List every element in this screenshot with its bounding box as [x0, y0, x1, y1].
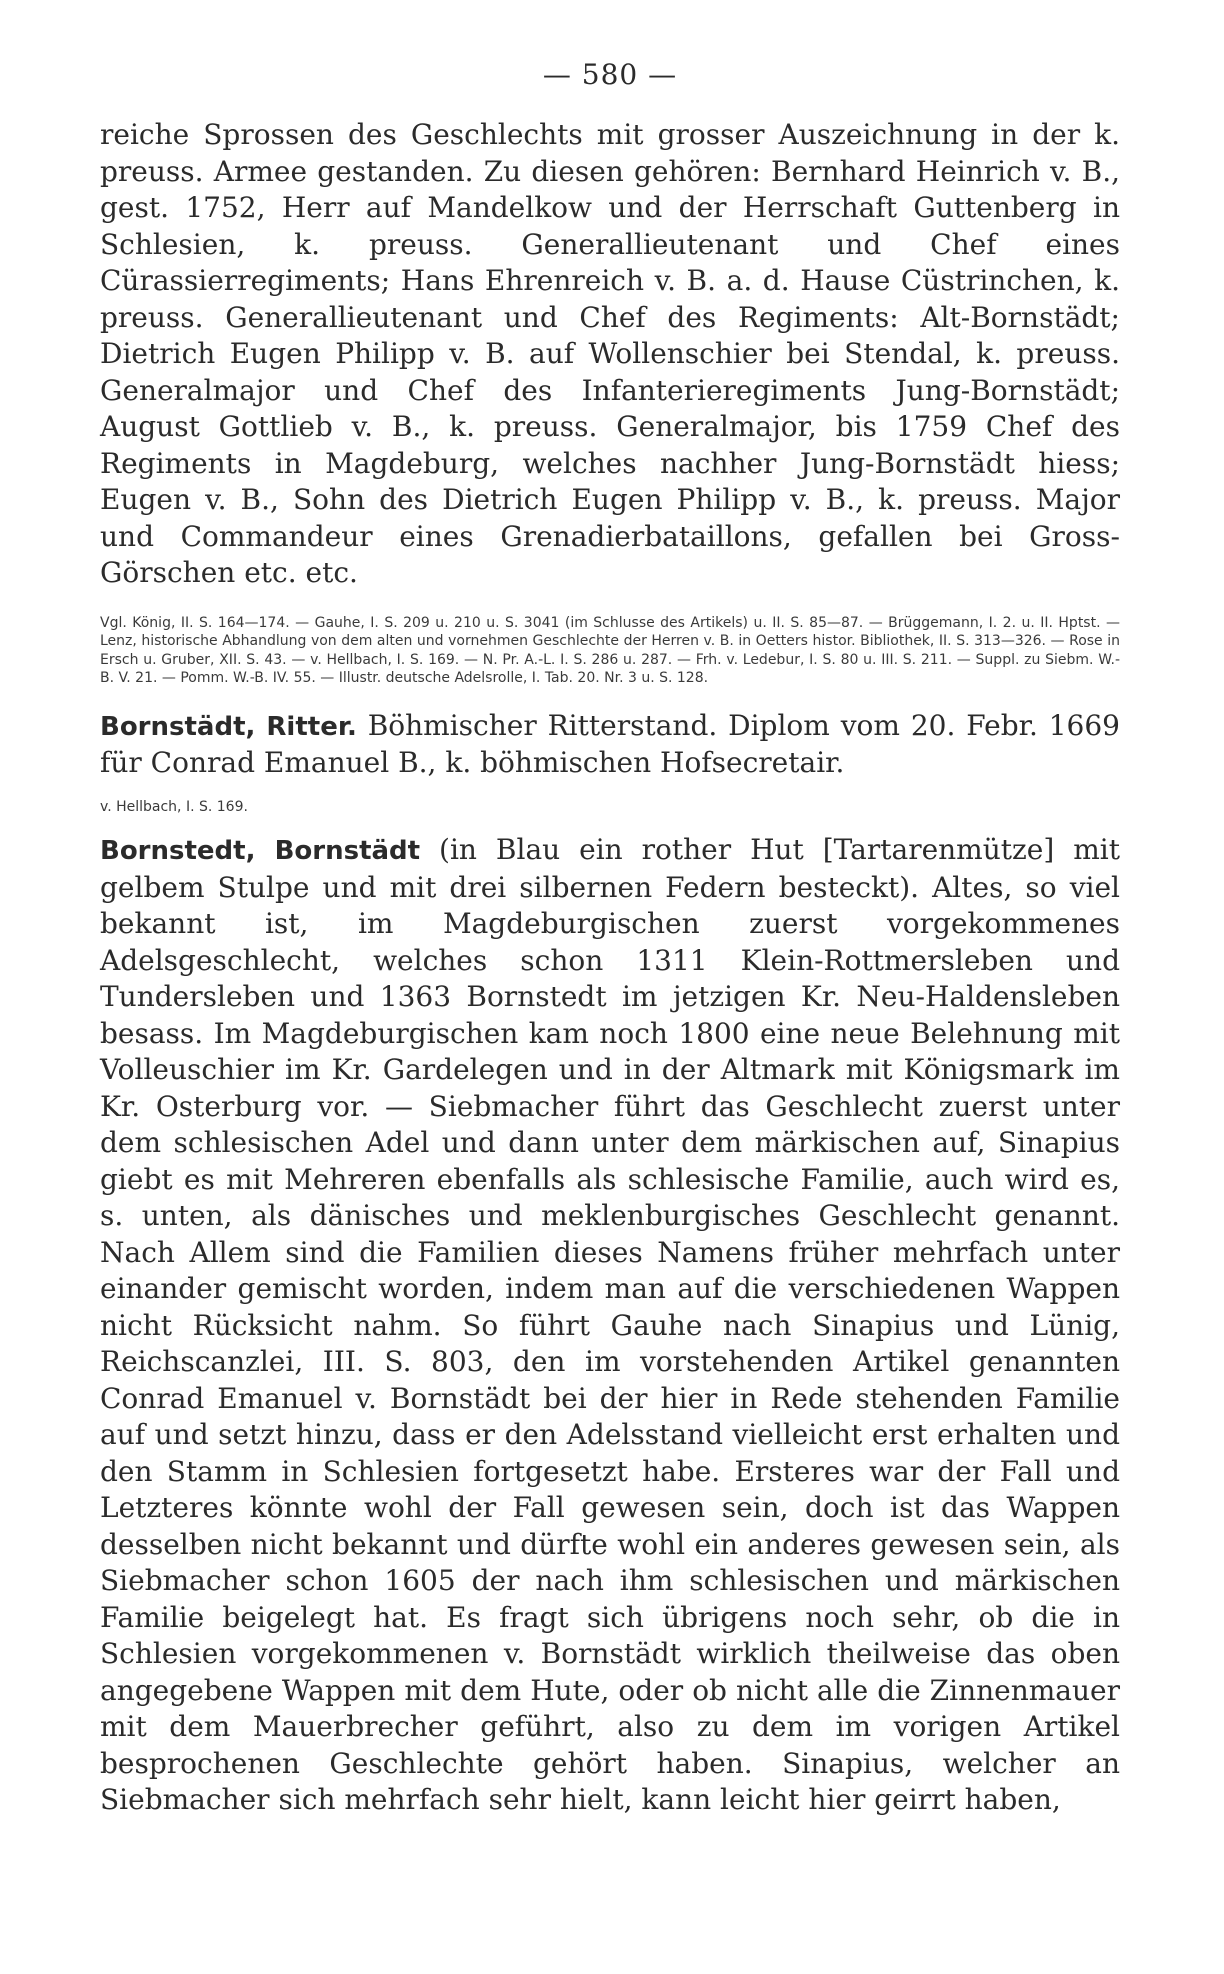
entry-text: Böhmischer Ritterstand. Diplom vom 20. Febr. 1669 für Conrad Emanuel B., k. böhmischen Hofsecretair.: [100, 708, 1120, 780]
document-page: [100, 58, 1120, 1819]
source-references: v. Hellbach, I. S. 169.: [100, 798, 248, 815]
entry-bornstedt: [100, 832, 1120, 1819]
entry-heading: Bornstedt, Bornstädt: [100, 836, 421, 867]
entry-text: (in Blau ein rother Hut [Tartarenmütze] mit gelbem Stulpe und mit drei silbernen Federn besteckt). Altes, so viel bekannt ist, im Magdeburgischen zuerst vorgekommenes Adelsgeschlecht, welches schon 1311 Klein-Rottmersleben und Tundersleben und 1363 Bornstedt im jetzigen Kr. Neu-Haldensleben besass. Im Magdeburgischen kam noch 1800 eine neue Belehnung mit Volleuschier im Kr. Gardelegen und in der Altmark mit Königsmark im Kr. Osterburg vor. — Siebmacher führt das Geschlecht zuerst unter dem schlesischen Adel und dann unter dem märkischen auf, Sinapius giebt es mit Mehreren ebenfalls als schlesische Familie, auch wird es, s. unten, als dänisches und meklenburgisches Geschlecht genannt. Nach Allem sind die Familien dieses Namens früher mehrfach unter einander gemischt worden, indem man auf die verschiedenen Wappen nicht Rücksicht nahm. So führt Gauhe nach Sinapius und Lünig, Reichscanzlei, III. S. 803, den im vorstehenden Artikel genannten Conrad Emanuel v. Bornstädt bei der hier in Rede stehenden Familie auf und setzt hinzu, dass er den Adelsstand vielleicht erst erhalten und den Stamm in Schlesien fortgesetzt habe. Ersteres war der Fall und Letzteres könnte wohl der Fall gewesen sein, doch ist das Wappen desselben nicht bekannt und dürfte wohl ein anderes gewesen sein, als Siebmacher schon 1605 der nach ihm schlesischen und märkischen Familie beigelegt hat. Es fragt sich übrigens noch sehr, ob die in Schlesien vorgekommenen v. Bornstädt wirklich theilweise das oben angegebene Wappen mit dem Hute, oder ob nicht alle die Zinnenmauer mit dem Mauerbrecher geführt, also zu dem im vorigen Artikel besprochenen Geschlechte gehört haben. Sinapius, welcher an Siebmacher sich mehrfach sehr hielt, kann leicht hier geirrt haben,: [100, 833, 1120, 1817]
source-references: Vgl. König, II. S. 164—174. — Gauhe, I. S. 209 u. 210 u. S. 3041 (im Schlusse des Artikels) u. II. S. 85—87. — Brüggemann, I. 2. u. II. Hptst. — Lenz, historische Abhandlung von dem alten und vornehmen Geschlechte der Herren v. B. in Oetters histor. Bibliothek, II. S. 313—326. — Rose in Ersch u. Gruber, XII. S. 43. — v. Hellbach, I. S. 169. — N. Pr. A.-L. I. S. 286 u. 287. — Frh. v. Ledebur, I. S. 80 u. III. S. 211. — Suppl. zu Siebm. W.-B. V. 21. — Pomm. W.-B. IV. 55. — Illustr. deutsche Adelsrolle, I. Tab. 20. Nr. 3 u. S. 128.: [100, 614, 1120, 687]
paragraph-bornstaedt-continued: reiche Sprossen des Geschlechts mit grosser Auszeichnung in der k. preuss. Armee gestanden. Zu diesen gehören: Bernhard Heinrich v. B., gest. 1752, Herr auf Mandelkow und der Herrschaft Guttenberg in Schlesien, k. preuss. Generallieutenant und Chef eines Cürassierregiments; Hans Ehrenreich v. B. a. d. Hause Cüstrinchen, k. preuss. Generallieutenant und Chef des Regiments: Alt-Bornstädt; Dietrich Eugen Philipp v. B. auf Wollenschier bei Stendal, k. preuss. Generalmajor und Chef des Infanterieregiments Jung-Bornstädt; August Gottlieb v. B., k. preuss. Generalmajor, bis 1759 Chef des Regiments in Magdeburg, welches nachher Jung-Bornstädt hiess; Eugen v. B., Sohn des Dietrich Eugen Philipp v. B., k. preuss. Major und Commandeur eines Grenadierbataillons, gefallen bei Gross-Görschen etc. etc.: [100, 118, 1120, 589]
page-number: — 580 —: [542, 58, 678, 91]
entry-heading: Bornstädt, Ritter.: [100, 711, 357, 742]
entry-bornstaedt-ritter: [100, 708, 1120, 782]
